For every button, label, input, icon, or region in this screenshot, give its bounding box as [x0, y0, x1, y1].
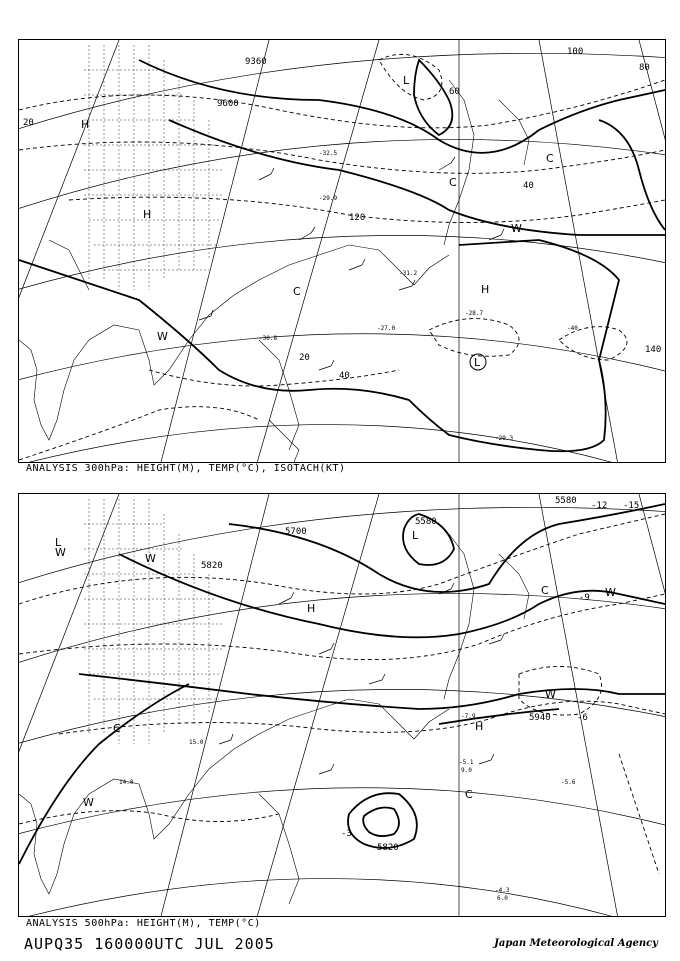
temp-label: -12	[591, 501, 608, 511]
graticule	[19, 494, 665, 916]
pressure-system-warm: W	[511, 222, 522, 235]
isotherms	[19, 514, 665, 874]
pressure-system-warm: W	[545, 688, 556, 701]
height-contours	[19, 60, 665, 451]
isotachs	[19, 54, 665, 460]
height-label-9600: 9600	[217, 99, 239, 109]
chart-300hpa	[18, 39, 666, 463]
temp-label: -15	[623, 501, 640, 511]
isotach-label: 40	[339, 371, 350, 381]
temp-label: -27.0	[377, 325, 396, 332]
pressure-system-warm: W	[83, 796, 94, 809]
pressure-system-cold: C	[546, 152, 554, 165]
height-label-5820: 5820	[201, 561, 223, 571]
pressure-system-warm: W	[157, 330, 168, 343]
pressure-system-cold: C	[449, 176, 457, 189]
isotach-label: 40	[523, 181, 534, 191]
pressure-system-warm: W	[145, 552, 156, 565]
caption-300hpa: ANALYSIS 300hPa: HEIGHT(M), TEMP(°C), ISOTACH(KT)	[26, 463, 346, 474]
pressure-system-high: H	[81, 118, 90, 131]
wind-barbs	[219, 583, 504, 774]
isotach-label: 20	[299, 353, 310, 363]
chart-500hpa	[18, 493, 666, 917]
temp-label: -6	[577, 713, 588, 723]
temp-label: -29.9	[319, 195, 338, 202]
temp-label: -5.1	[459, 759, 474, 766]
temp-label: -5.6	[561, 779, 576, 786]
height-label-5580: 5580	[555, 496, 577, 506]
temp-label: -4.3	[495, 887, 510, 894]
temp-label: 6.0	[497, 895, 508, 902]
temp-label: -30.8	[259, 335, 278, 342]
pressure-system-high: H	[475, 720, 484, 733]
height-label-5580: 5580	[415, 517, 437, 527]
pressure-system-high: H	[307, 602, 316, 615]
pressure-system-warm: W	[55, 546, 66, 559]
agency-credit: Japan Meteorological Agency	[494, 938, 658, 949]
temp-label: 9.0	[461, 767, 472, 774]
pressure-system-high: H	[481, 283, 490, 296]
pressure-system-low: L	[55, 536, 62, 549]
map-500hpa	[19, 494, 665, 916]
temp-label: -29.3	[495, 435, 514, 442]
pressure-system-warm: W	[605, 586, 616, 599]
coastline	[19, 534, 529, 904]
height-label-5700: 5700	[285, 527, 307, 537]
isotach-label: 140	[645, 345, 662, 355]
temp-label: -32.5	[319, 150, 338, 157]
pressure-system-cold: C	[113, 722, 121, 735]
temp-label: -31.2	[399, 270, 418, 277]
pressure-system-cold: C	[293, 285, 301, 298]
isotach-label: 80	[639, 63, 650, 73]
wind-barbs	[199, 157, 504, 370]
pressure-system-low: L	[474, 356, 481, 369]
chart-code-timestamp: AUPQ35 160000UTC JUL 2005	[24, 935, 275, 953]
height-label-5820: 5820	[377, 843, 399, 853]
pressure-system-low: L	[403, 74, 410, 87]
caption-500hpa: ANALYSIS 500hPa: HEIGHT(M), TEMP(°C)	[26, 918, 261, 929]
pressure-system-low: L	[412, 529, 419, 542]
terrain-hatch	[84, 499, 224, 744]
isotach-label: 120	[349, 213, 366, 223]
pressure-system-cold: C	[465, 788, 473, 801]
isotach-label: 100	[567, 47, 584, 57]
temp-label: -7.9	[461, 713, 476, 720]
terrain-hatch	[84, 45, 224, 290]
temp-label: -3	[341, 829, 352, 839]
temp-label: 15.0	[189, 739, 204, 746]
height-contours	[19, 504, 665, 864]
temp-label: -28.7	[465, 310, 484, 317]
height-label-9360: 9360	[245, 57, 267, 67]
pressure-system-high: H	[143, 208, 152, 221]
height-label-5940: 5940	[529, 713, 551, 723]
temp-label: -9	[579, 593, 590, 603]
pressure-system-cold: C	[541, 584, 549, 597]
isotach-label: 20	[23, 118, 34, 128]
map-300hpa	[19, 40, 665, 462]
temp-label: -40	[567, 325, 578, 332]
temp-label: 14.0	[119, 779, 134, 786]
isotach-label: 60	[449, 87, 460, 97]
